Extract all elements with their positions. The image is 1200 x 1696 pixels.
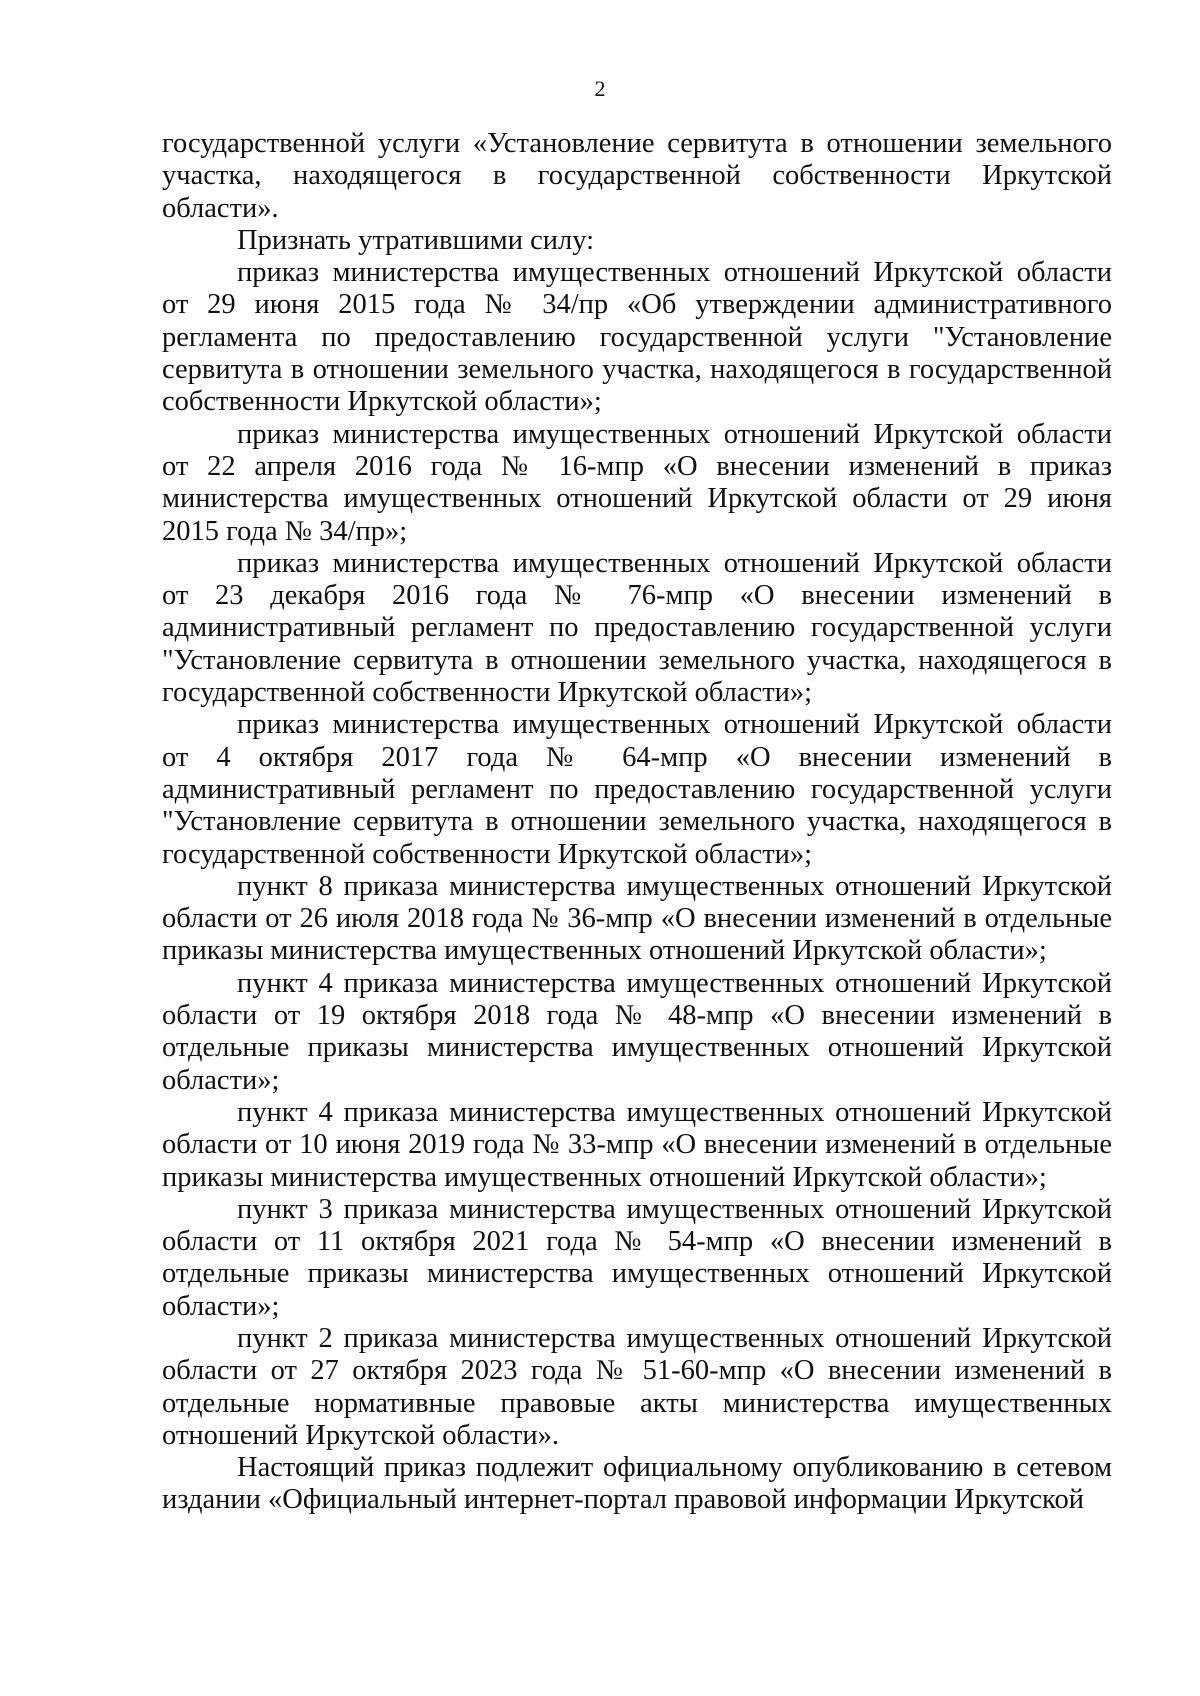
page-number: 2	[594, 76, 606, 101]
paragraph-repealed-act: приказ министерства имущественных отношений Иркутской области от 29 июня 2015 года № 34/пр «Об утверждении административного регламента по предоставлению государственной услуги "Установление сервитута в отношении земельного участка, находящегося в государственной собственности Иркутской области»;	[162, 257, 1112, 418]
paragraph-repealed-act: пункт 4 приказа министерства имущественных отношений Иркутской области от 19 октября 2018 года № 48-мпр «О внесении изменений в отдельные приказы министерства имущественных отношений Иркутской области»;	[162, 967, 1112, 1096]
paragraph-repealed-act: приказ министерства имущественных отношений Иркутской области от 22 апреля 2016 года № 16-мпр «О внесении изменений в приказ министерства имущественных отношений Иркутской области от 29 июня 2015 года № 34/пр»;	[162, 418, 1112, 547]
paragraph-continuation: государственной услуги «Установление сервитута в отношении земельного участка, находящегося в государственной собственности Иркутской области».	[162, 128, 1112, 224]
paragraph-repealed-act: приказ министерства имущественных отношений Иркутской области от 23 декабря 2016 года № 76-мпр «О внесении изменений в административный регламент по предоставлению государственной услуги "Установление сервитута в отношении земельного участка, находящегося в государственной собственности Иркутской области»;	[162, 547, 1112, 709]
paragraph-repealed-act: пункт 4 приказа министерства имущественных отношений Иркутской области от 10 июня 2019 года № 33-мпр «О внесении изменений в отдельные приказы министерства имущественных отношений Иркутской области»;	[162, 1096, 1112, 1193]
paragraph-repealed-act: приказ министерства имущественных отношений Иркутской области от 4 октября 2017 года № 64-мпр «О внесении изменений в административный регламент по предоставлению государственной услуги "Установление сервитута в отношении земельного участка, находящегося в государственной собственности Иркутской области»;	[162, 709, 1112, 870]
paragraph-repealed-act: пункт 2 приказа министерства имущественных отношений Иркутской области от 27 октября 2023 года № 51-60-мпр «О внесении изменений в отдельные нормативные правовые акты министерства имущественных отношений Иркутской области».	[162, 1322, 1112, 1451]
paragraph-repealed-act: пункт 8 приказа министерства имущественных отношений Иркутской области от 26 июля 2018 года № 36-мпр «О внесении изменений в отдельные приказы министерства имущественных отношений Иркутской области»;	[162, 870, 1112, 967]
paragraph-repealed-act: пункт 3 приказа министерства имущественных отношений Иркутской области от 11 октября 2021 года № 54-мпр «О внесении изменений в отдельные приказы министерства имущественных отношений Иркутской области»;	[162, 1193, 1112, 1322]
paragraph-repeal-intro: Признать утратившими силу:	[237, 224, 594, 256]
document-body	[162, 128, 1112, 1517]
paragraph-publication: Настоящий приказ подлежит официальному опубликованию в сетевом издании «Официальный интернет-портал правовой информации Иркутской	[162, 1452, 1112, 1516]
